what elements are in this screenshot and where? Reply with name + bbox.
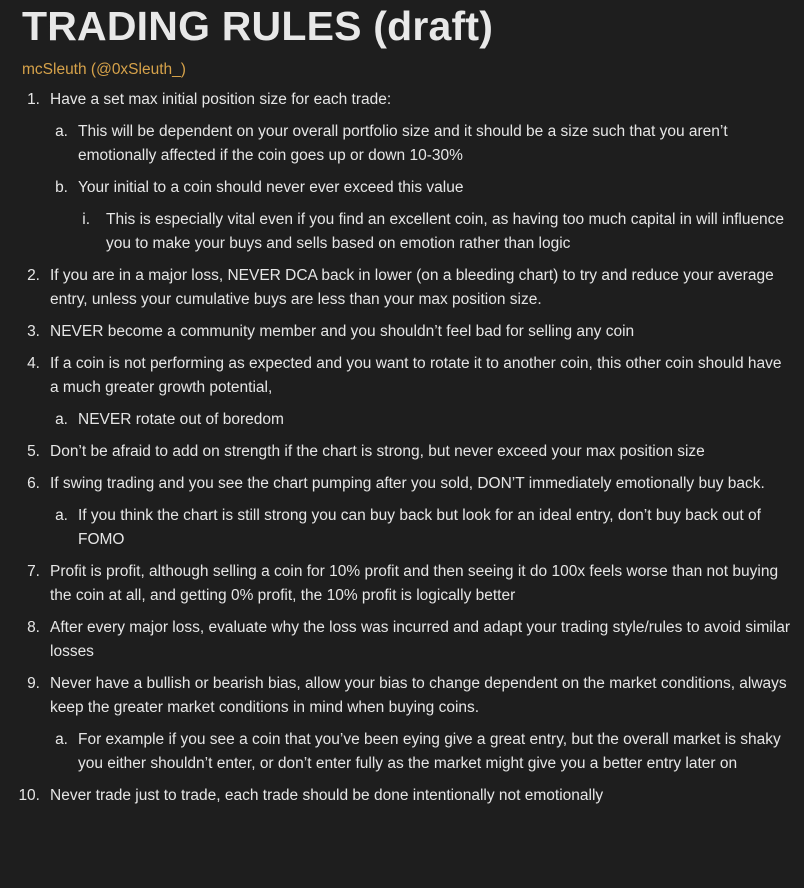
list-marker: i.	[82, 211, 90, 228]
list-item-text: Have a set max initial position size for each trade:	[50, 91, 392, 108]
list-item	[22, 208, 792, 256]
list-item-text: This will be dependent on your overall portfolio size and it should be a size such that you aren’t emotionally affected if the coin goes up or down 10-30%	[78, 123, 728, 164]
list-marker: 8.	[27, 619, 40, 636]
list-item	[22, 672, 792, 720]
list-item	[22, 320, 792, 344]
list-marker: 2.	[27, 267, 40, 284]
list-item	[22, 88, 792, 112]
list-item	[22, 504, 792, 552]
list-marker: 4.	[27, 355, 40, 372]
list-item-text: If a coin is not performing as expected and you want to rotate it to another coin, this other coin should have a much greater growth potential,	[50, 355, 782, 396]
list-item-text: Never trade just to trade, each trade should be done intentionally not emotionally	[50, 787, 604, 804]
list-marker: a.	[55, 411, 68, 428]
list-item	[22, 728, 792, 776]
list-marker: 10.	[18, 787, 40, 804]
list-item-text: For example if you see a coin that you’ve been eying give a great entry, but the overall market is shaky you either shouldn’t enter, or don’t enter fully as the market might give you a better entry later on	[78, 731, 781, 772]
list-item-text: NEVER rotate out of boredom	[78, 411, 284, 428]
list-item-text: Your initial to a coin should never ever exceed this value	[78, 179, 464, 196]
list-marker: 5.	[27, 443, 40, 460]
list-marker: a.	[55, 731, 68, 748]
list-item	[22, 472, 792, 496]
list-item-text: This is especially vital even if you find an excellent coin, as having too much capital in will influence you to make your buys and sells based on emotion rather than logic	[106, 211, 785, 252]
document	[18, 0, 792, 816]
list-item-text: Never have a bullish or bearish bias, allow your bias to change dependent on the market conditions, always keep the greater market conditions in mind when buying coins.	[50, 675, 787, 716]
list-item-text: If you are in a major loss, NEVER DCA back in lower (on a bleeding chart) to try and reduce your average entry, unless your cumulative buys are less than your max position size.	[50, 267, 774, 308]
list-item	[22, 264, 792, 312]
list-item-text: If swing trading and you see the chart pumping after you sold, DON’T immediately emotionally buy back.	[50, 475, 765, 492]
author-byline: mcSleuth (@0xSleuth_)	[22, 61, 186, 78]
list-marker: 3.	[27, 323, 40, 340]
list-item-text: NEVER become a community member and you shouldn’t feel bad for selling any coin	[50, 323, 635, 340]
list-item	[22, 176, 792, 200]
list-marker: a.	[55, 123, 68, 140]
list-item	[22, 120, 792, 168]
list-marker: 7.	[27, 563, 40, 580]
list-marker: 1.	[27, 91, 40, 108]
list-item	[22, 616, 792, 664]
list-item	[22, 352, 792, 400]
list-item-text: If you think the chart is still strong you can buy back but look for an ideal entry, don’t buy back out of FOMO	[78, 507, 761, 548]
list-marker: 9.	[27, 675, 40, 692]
list-marker: a.	[55, 507, 68, 524]
list-item-text: After every major loss, evaluate why the loss was incurred and adapt your trading style/rules to avoid similar losses	[50, 619, 791, 660]
list-item	[22, 560, 792, 608]
list-item	[18, 784, 792, 808]
list-item-text: Profit is profit, although selling a coin for 10% profit and then seeing it do 100x feels worse than not buying the coin at all, and getting 0% profit, the 10% profit is logically better	[50, 563, 779, 604]
list-item	[22, 440, 792, 464]
list-item	[22, 408, 792, 432]
page-title: TRADING RULES (draft)	[22, 3, 494, 49]
list-marker: 6.	[27, 475, 40, 492]
list-marker: b.	[55, 179, 68, 196]
list-item-text: Don’t be afraid to add on strength if the chart is strong, but never exceed your max position size	[50, 443, 705, 460]
